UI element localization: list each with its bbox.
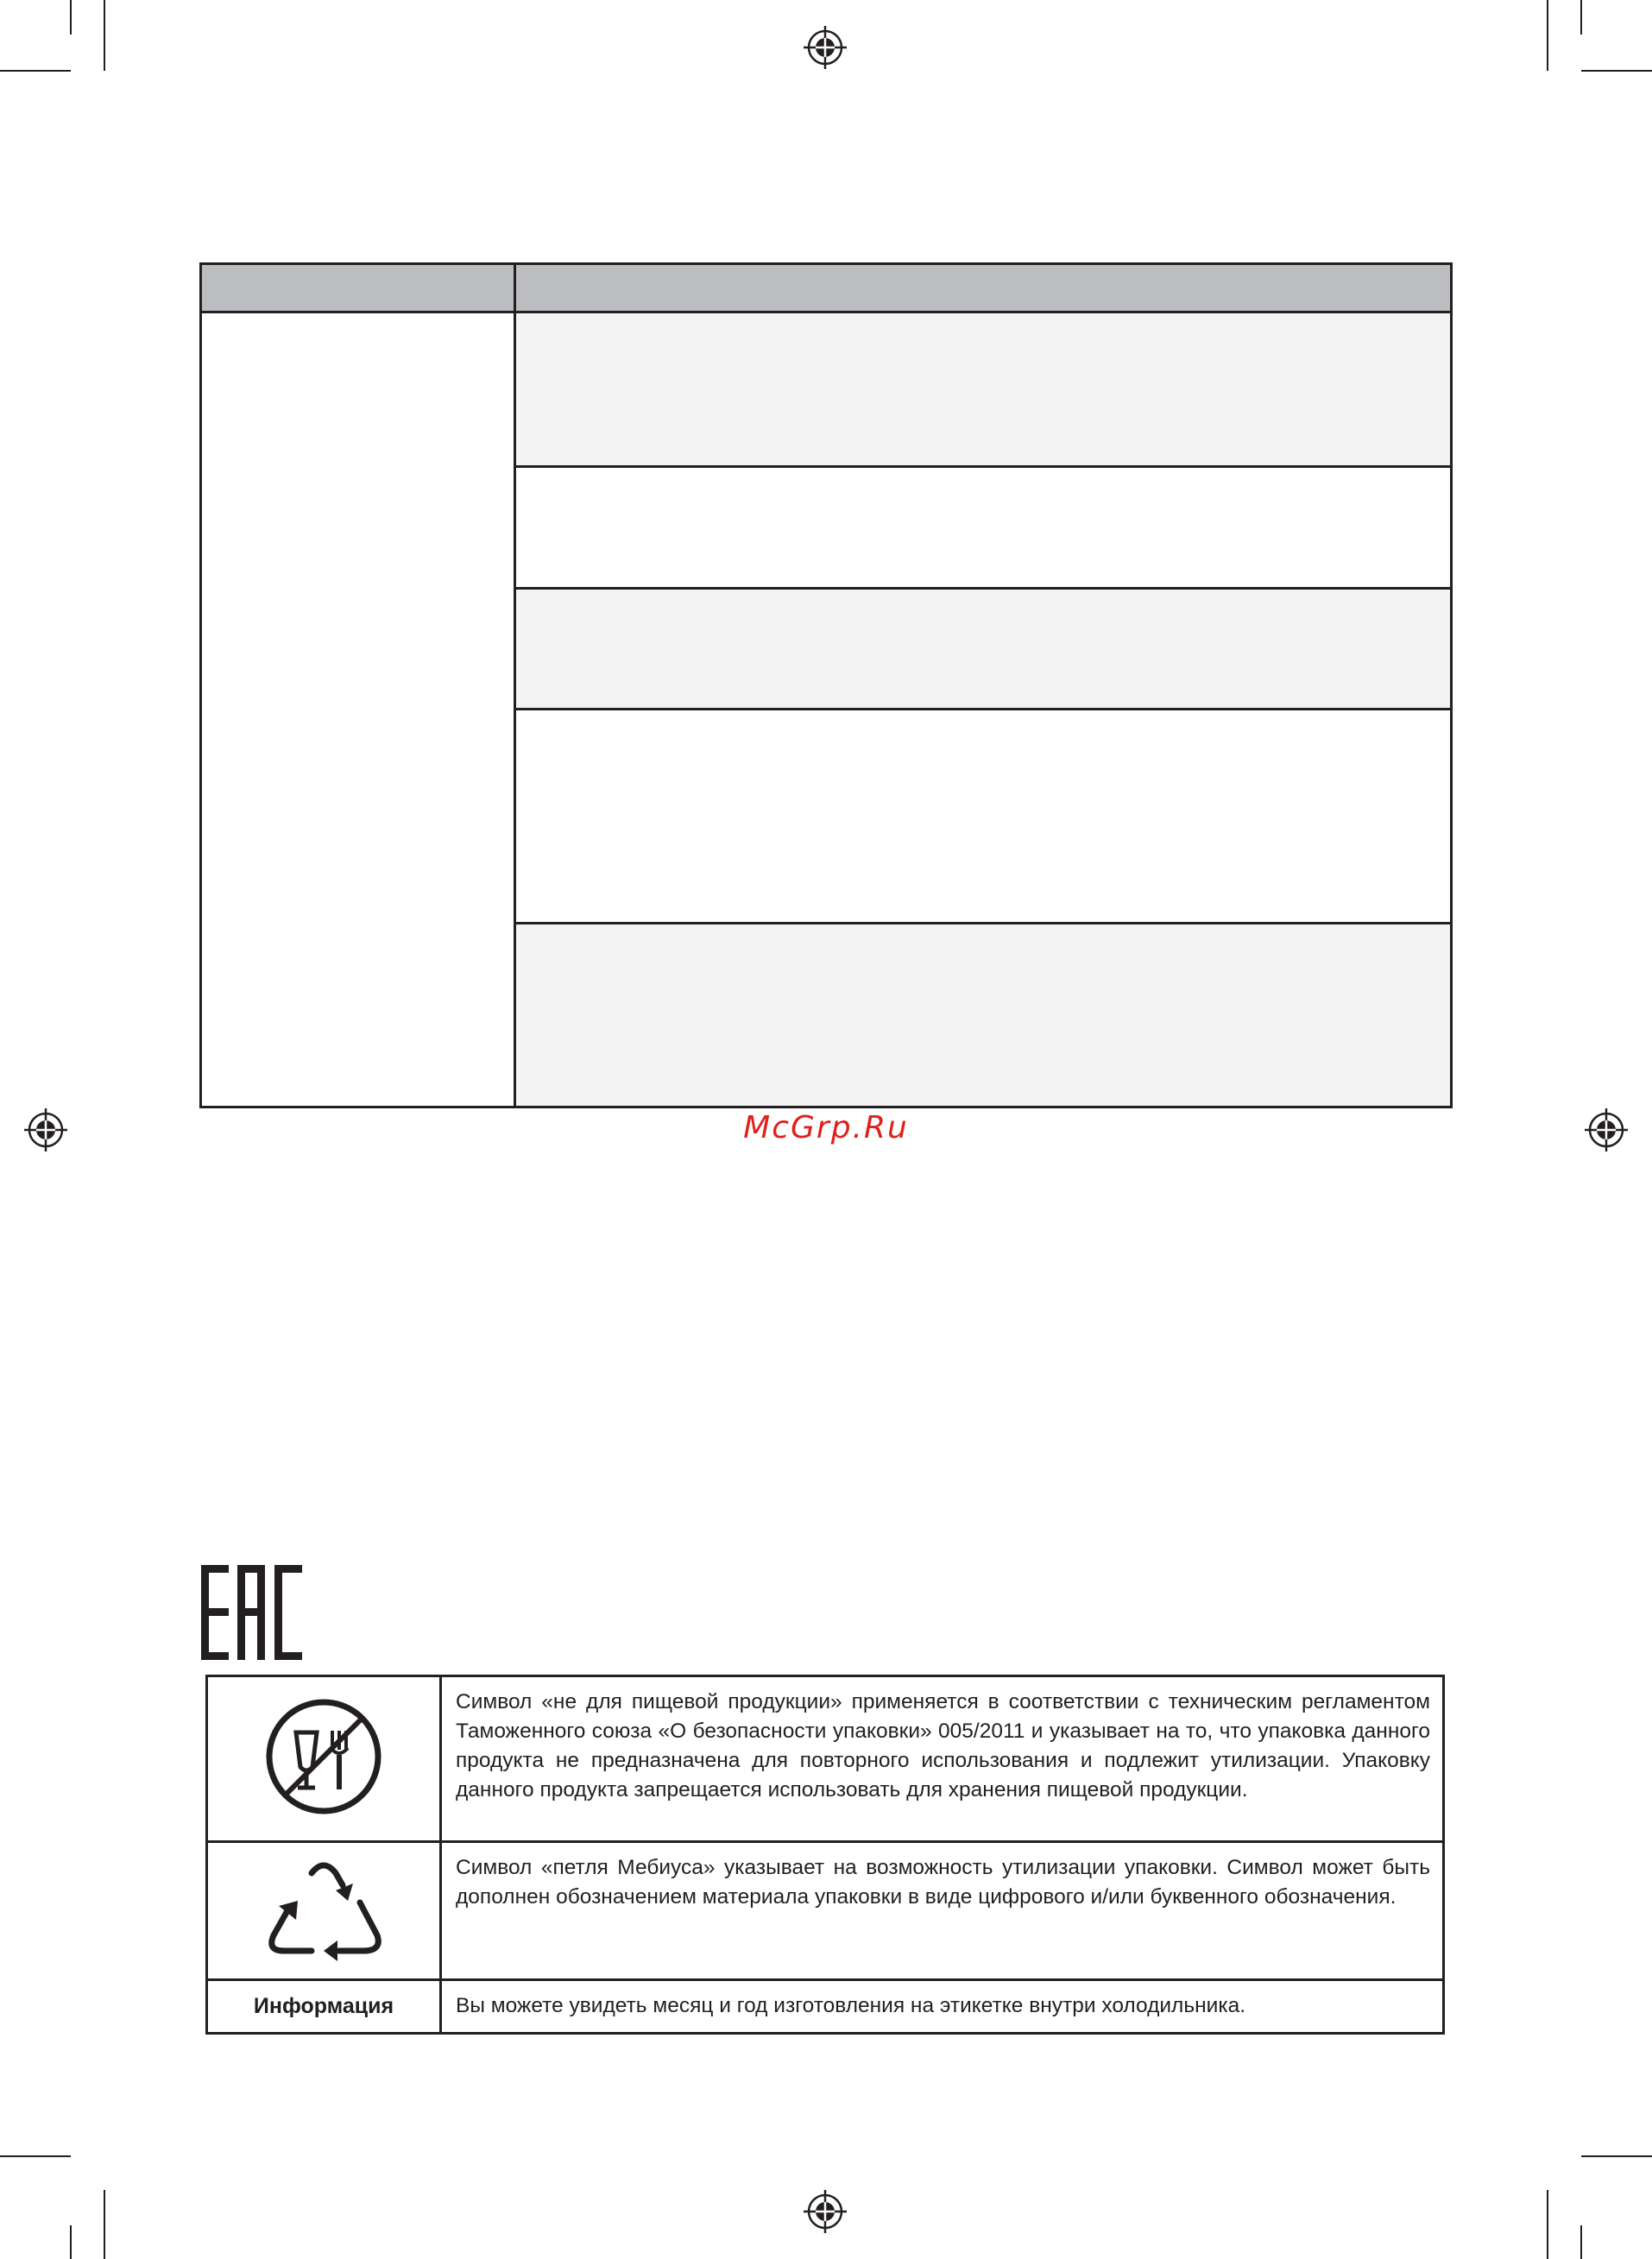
table-row xyxy=(207,1842,1444,1980)
table-cell xyxy=(516,590,1450,708)
table-row xyxy=(207,1676,1444,1842)
info-table xyxy=(205,1675,1445,2035)
not-for-food-icon xyxy=(263,1696,384,1817)
mobius-loop-icon xyxy=(263,1852,384,1965)
table-cell xyxy=(516,468,1450,587)
info-text: Символ «петля Мебиуса» указывает на возможность утилизации упаковки. Символ может быть дополнен обозначением материала упаковки в виде цифрового и/или буквенного обозначения. xyxy=(441,1842,1444,1980)
icon-cell xyxy=(207,1676,441,1842)
table-cell xyxy=(516,313,1450,465)
table-cell xyxy=(516,924,1450,1106)
registration-mark-icon xyxy=(804,26,847,69)
registration-mark-icon xyxy=(804,2190,847,2233)
info-label-cell xyxy=(207,1980,441,2034)
watermark: McGrp.Ru xyxy=(743,1110,909,1145)
icon-cell xyxy=(207,1842,441,1980)
info-text: Символ «не для пищевой продукции» применяется в соответствии с техническим регламентом Таможенного союза «О безопасности упаковки» 005/2011 и указывает на то, что упаковка данного продукта не предназначена для повторного использования и подлежит утилизации. Упаковку данного продукта запрещается использовать для хранения пищевой продукции. xyxy=(441,1676,1444,1842)
table-cell xyxy=(516,710,1450,922)
info-label: Информация xyxy=(253,1994,394,2018)
table-row xyxy=(207,1980,1444,2034)
info-text: Вы можете увидеть месяц и год изготовления на этикетке внутри холодильника. xyxy=(441,1980,1444,2034)
eac-logo xyxy=(201,1565,305,1660)
table-header xyxy=(202,265,1450,313)
top-table xyxy=(199,262,1453,1108)
